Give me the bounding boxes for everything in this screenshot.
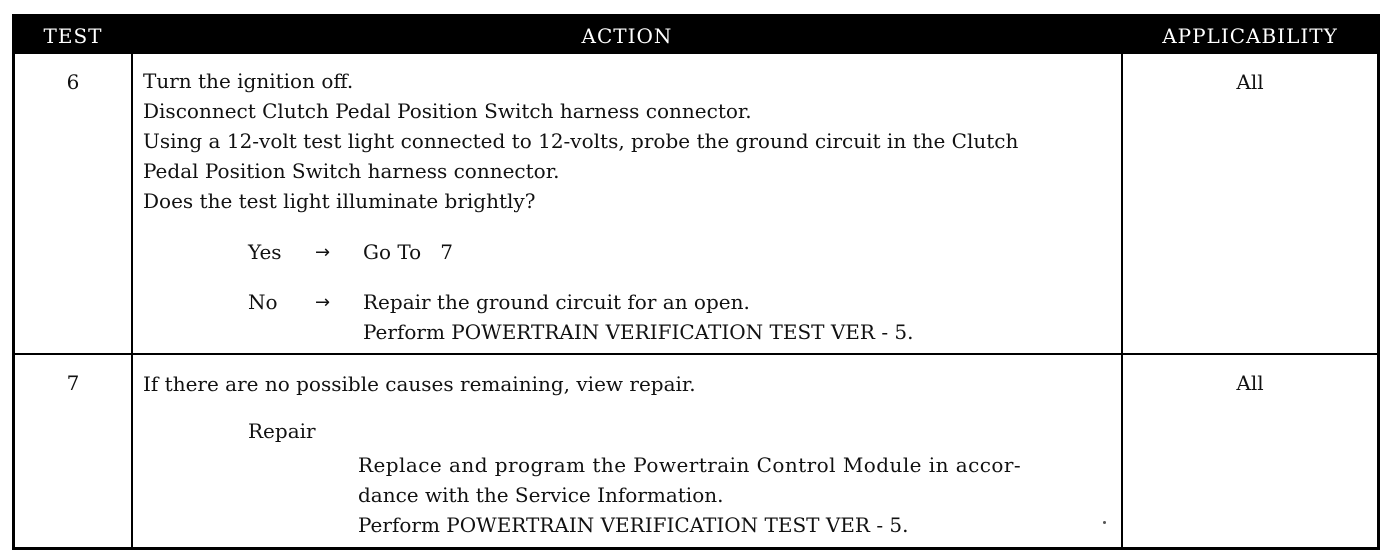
no-action-verify: Perform POWERTRAIN VERIFICATION TEST VER - 5. — [363, 320, 914, 344]
action-text — [143, 369, 1118, 399]
header-applicability: APPLICABILITY — [1162, 24, 1338, 48]
action-line: Using a 12-volt test light connected to 12-volts, probe the ground circuit in the Clutch — [143, 129, 1019, 153]
arrow-icon: → — [315, 292, 331, 313]
no-label: No — [248, 290, 278, 314]
yes-label: Yes — [248, 240, 282, 264]
table-row — [15, 355, 1377, 550]
arrow-icon: → — [315, 242, 331, 263]
test-number: 6 — [66, 70, 80, 94]
repair-line: dance with the Service Information. — [358, 483, 724, 507]
action-line: Disconnect Clutch Pedal Position Switch harness connector. — [143, 99, 752, 123]
repair-line: Perform POWERTRAIN VERIFICATION TEST VER - 5. — [358, 513, 909, 537]
applicability-value: All — [1236, 371, 1264, 395]
diagnostic-table — [12, 14, 1380, 550]
no-action: Repair the ground circuit for an open. — [363, 290, 750, 314]
header-action: ACTION — [581, 24, 673, 48]
applicability-value: All — [1236, 70, 1264, 94]
action-line: Pedal Position Switch harness connector. — [143, 159, 560, 183]
table-header — [15, 17, 1377, 54]
repair-label: Repair — [248, 419, 316, 443]
action-line: Does the test light illuminate brightly? — [143, 189, 536, 213]
header-test: TEST — [43, 24, 103, 48]
scan-speck — [1103, 521, 1106, 524]
action-line: Turn the ignition off. — [143, 69, 354, 93]
repair-instructions — [358, 450, 1021, 540]
action-text — [143, 66, 1118, 216]
yes-action: Go To 7 — [363, 240, 453, 264]
table-row — [15, 54, 1377, 353]
repair-line: Replace and program the Powertrain Control Module in accor- — [358, 453, 1022, 477]
test-number: 7 — [66, 371, 80, 395]
action-line: If there are no possible causes remaining, view repair. — [143, 372, 696, 396]
